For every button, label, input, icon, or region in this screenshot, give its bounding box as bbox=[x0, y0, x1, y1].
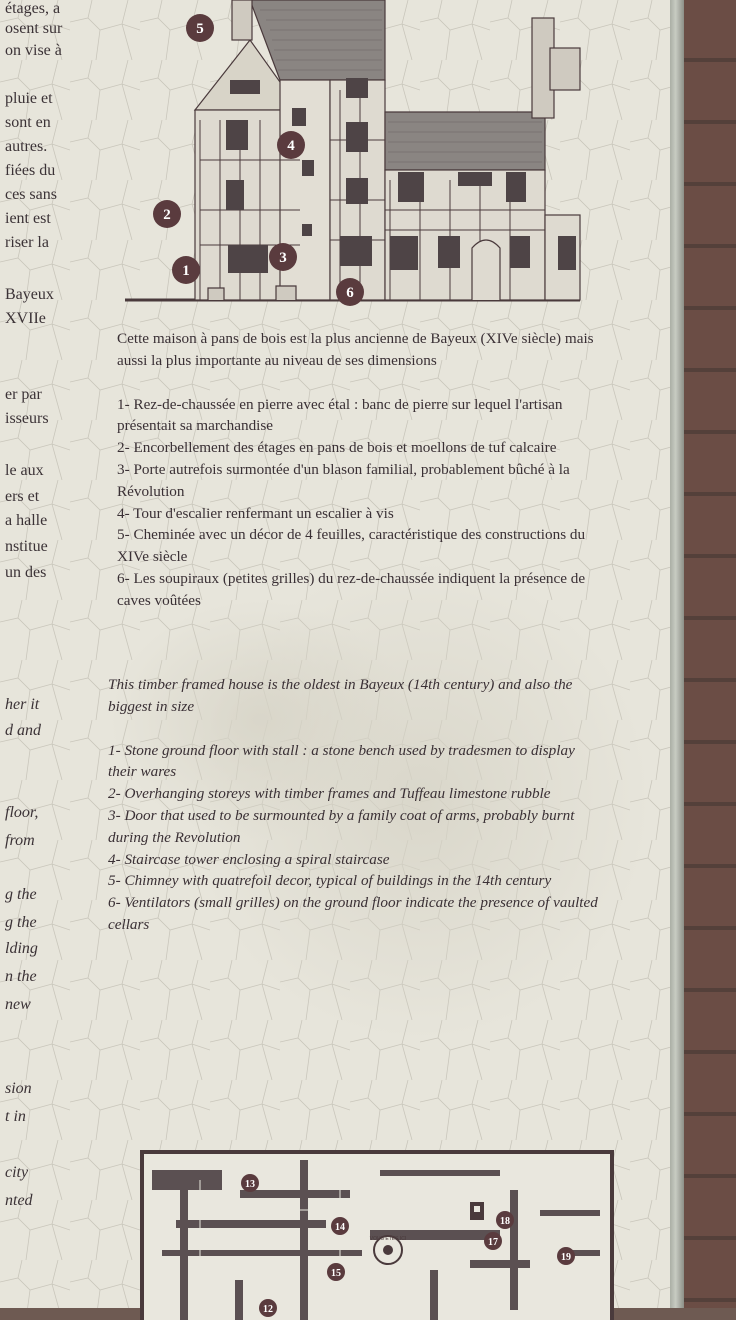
french-item: 5- Cheminée avec un décor de 4 feuilles, caractéristique des constructions du XIVe siècle bbox=[117, 526, 586, 566]
map-marker-12 bbox=[259, 1299, 277, 1317]
left-line: osent sur bbox=[5, 20, 63, 37]
svg-text:13: 13 bbox=[245, 1179, 255, 1190]
left-line: g the bbox=[5, 886, 37, 903]
svg-text:3: 3 bbox=[279, 250, 287, 266]
left-line: un des bbox=[5, 564, 47, 581]
left-line: nstitue bbox=[5, 538, 48, 555]
left-line: ces sans bbox=[5, 186, 57, 203]
map-marker-13 bbox=[241, 1174, 259, 1192]
svg-text:1: 1 bbox=[182, 263, 190, 279]
left-line: from bbox=[5, 832, 35, 849]
left-line: isseurs bbox=[5, 410, 49, 427]
svg-text:15: 15 bbox=[331, 1268, 341, 1279]
map-marker-14 bbox=[331, 1217, 349, 1235]
left-column-text bbox=[0, 0, 110, 1308]
house-illustration bbox=[120, 0, 590, 312]
left-line: riser la bbox=[5, 234, 49, 251]
left-line: g the bbox=[5, 914, 37, 931]
english-item: 1- Stone ground floor with stall : a stone bench used by tradesmen to display their wares bbox=[108, 741, 575, 781]
left-line: ient est bbox=[5, 210, 51, 227]
marker-5 bbox=[186, 14, 214, 42]
english-item: 5- Chimney with quatrefoil decor, typical of buildings in the 14th century bbox=[108, 872, 552, 890]
map-marker-18 bbox=[496, 1211, 514, 1229]
left-line: étages, a bbox=[5, 0, 61, 17]
left-line: her it bbox=[5, 696, 40, 713]
map-marker-17 bbox=[484, 1232, 502, 1250]
left-line: lding bbox=[5, 940, 38, 957]
svg-text:19: 19 bbox=[561, 1252, 571, 1263]
left-line: Bayeux bbox=[5, 286, 54, 303]
left-line: on vise à bbox=[5, 42, 62, 59]
left-line: sion bbox=[5, 1080, 32, 1097]
left-line: new bbox=[5, 996, 31, 1013]
brick-wall bbox=[684, 0, 736, 1308]
left-line: er par bbox=[5, 386, 42, 403]
building-icon bbox=[470, 1202, 484, 1220]
svg-text:2: 2 bbox=[163, 207, 171, 223]
map-marker-15 bbox=[327, 1263, 345, 1281]
svg-text:VOUS ÊTES ICI: VOUS ÊTES ICI bbox=[369, 1236, 407, 1242]
french-item: 3- Porte autrefois surmontée d'un blason familial, probablement bûché à la Révolution bbox=[117, 460, 570, 500]
map-marker-19 bbox=[557, 1247, 575, 1265]
left-line: n the bbox=[5, 968, 37, 985]
left-line: city bbox=[5, 1164, 29, 1181]
french-item: 6- Les soupiraux (petites grilles) du rez-de-chaussée indiquent la présence de caves voûtées bbox=[117, 569, 586, 609]
marker-4 bbox=[277, 131, 305, 159]
left-line: ers et bbox=[5, 488, 40, 505]
left-line: d and bbox=[5, 722, 41, 739]
marker-1 bbox=[172, 256, 200, 284]
left-line: autres. bbox=[5, 138, 48, 155]
left-line: le aux bbox=[5, 462, 44, 479]
left-line: XVIIe bbox=[5, 310, 46, 327]
english-item: 4- Staircase tower enclosing a spiral staircase bbox=[108, 850, 390, 868]
left-line: pluie et bbox=[5, 90, 53, 107]
svg-text:5: 5 bbox=[196, 21, 204, 37]
english-item: 3- Door that used to be surmounted by a family coat of arms, probably burnt during the Revolution bbox=[108, 806, 575, 846]
svg-text:17: 17 bbox=[488, 1237, 498, 1248]
left-line: fiées du bbox=[5, 162, 56, 179]
left-line: t in bbox=[5, 1108, 26, 1125]
left-line: a halle bbox=[5, 512, 48, 529]
english-intro: This timber framed house is the oldest in Bayeux (14th century) and also the biggest in size bbox=[108, 676, 573, 715]
english-item: 2- Overhanging storeys with timber frames and Tuffeau limestone rubble bbox=[108, 785, 551, 803]
left-line: floor, bbox=[5, 804, 39, 821]
french-description bbox=[117, 328, 597, 612]
svg-text:14: 14 bbox=[335, 1222, 345, 1233]
left-line: nted bbox=[5, 1192, 33, 1209]
marker-3 bbox=[269, 243, 297, 271]
street-map bbox=[140, 1150, 615, 1320]
left-line: sont en bbox=[5, 114, 51, 131]
svg-text:4: 4 bbox=[287, 138, 295, 154]
french-item: 4- Tour d'escalier renfermant un escalier à vis bbox=[117, 504, 394, 522]
svg-text:18: 18 bbox=[500, 1216, 510, 1227]
french-intro: Cette maison à pans de bois est la plus ancienne de Bayeux (XIVe siècle) mais aussi la plus importante au niveau de ses dimensions bbox=[117, 330, 594, 369]
french-item: 2- Encorbellement des étages en pans de bois et moellons de tuf calcaire bbox=[117, 439, 557, 457]
english-item: 6- Ventilators (small grilles) on the ground floor indicate the presence of vaulted cellars bbox=[108, 894, 598, 933]
marker-2 bbox=[153, 200, 181, 228]
svg-text:12: 12 bbox=[263, 1304, 273, 1315]
french-item: 1- Rez-de-chaussée en pierre avec étal : banc de pierre sur lequel l'artisan présentait sa marchandise bbox=[117, 395, 563, 435]
marker-6 bbox=[336, 278, 364, 306]
svg-text:6: 6 bbox=[346, 285, 354, 301]
english-description bbox=[108, 674, 598, 936]
